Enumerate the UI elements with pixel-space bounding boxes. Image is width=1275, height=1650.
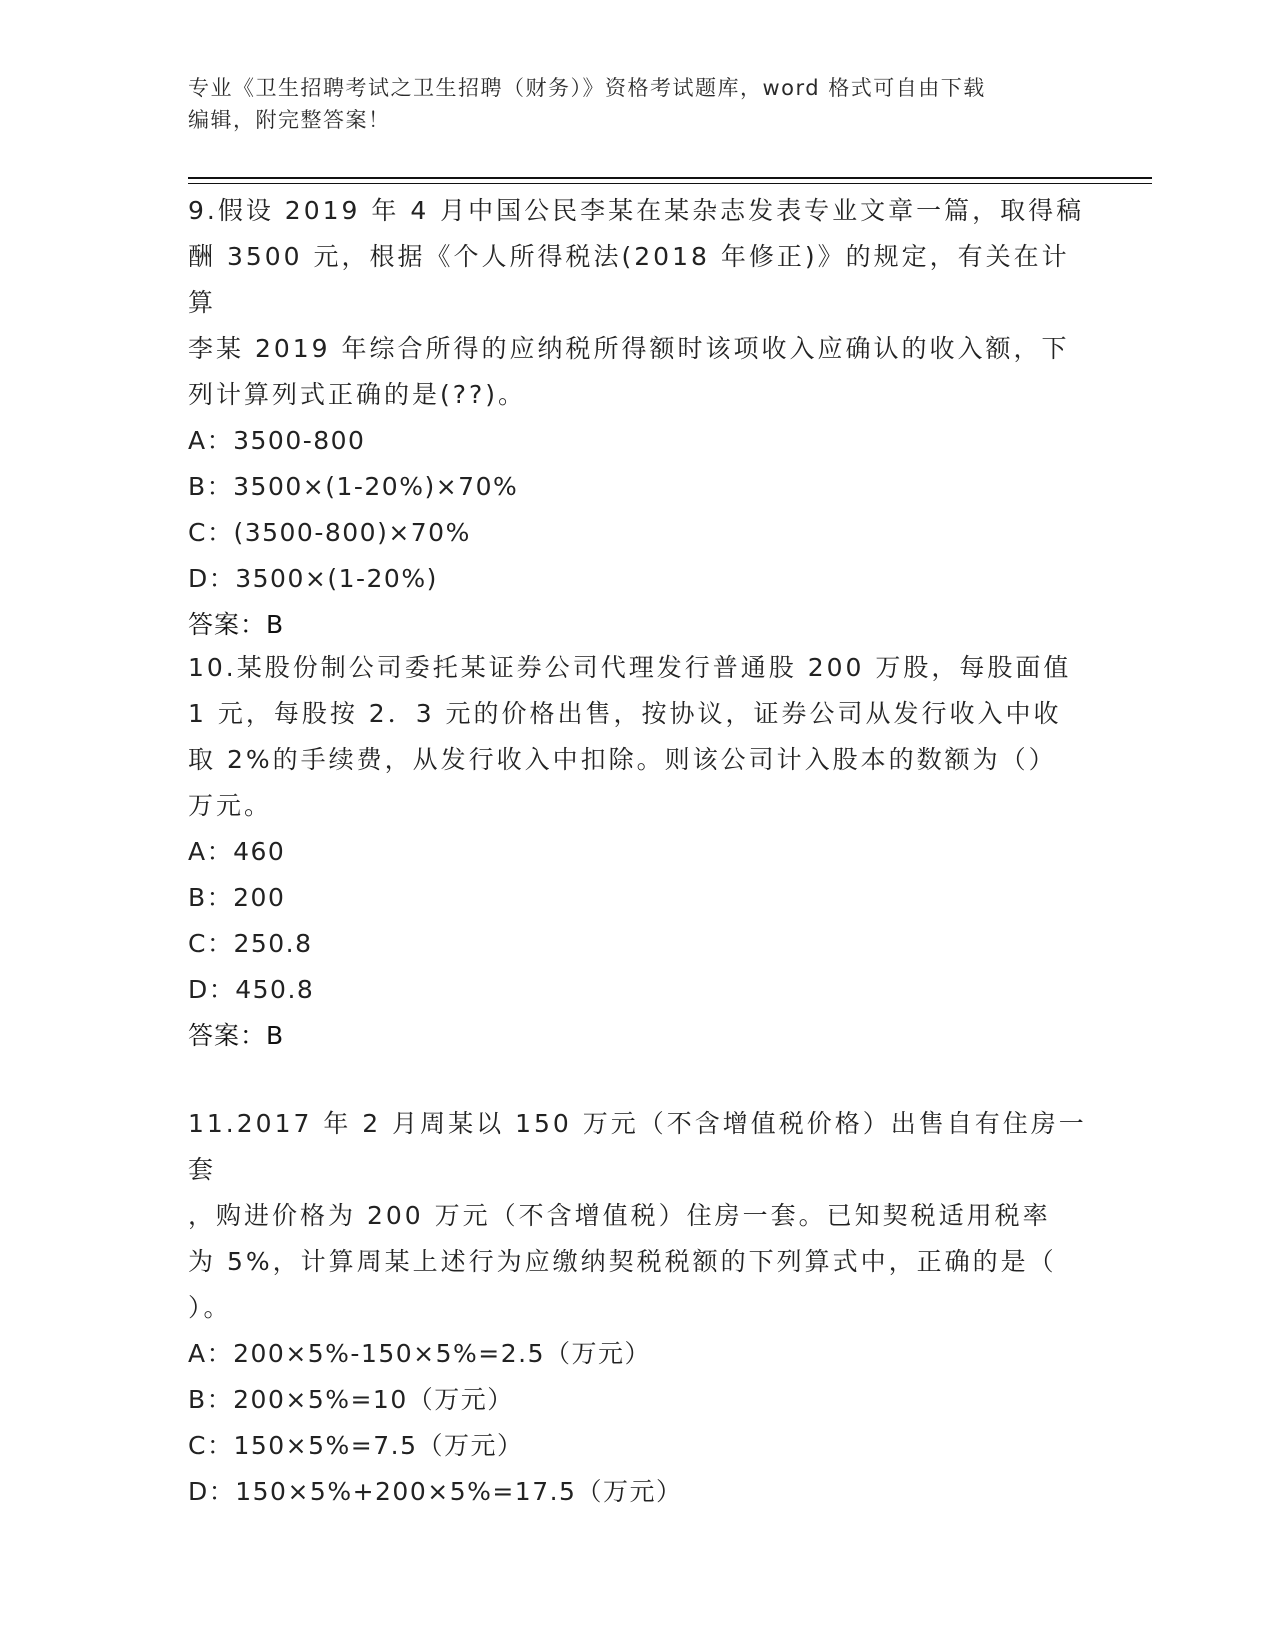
option-b: B：200 [188,883,286,912]
question-9 [188,188,1088,648]
stem-line: 酬 3500 元，根据《个人所得税法(2018 年修正)》的规定，有关在计算 [188,242,1070,317]
answer: 答案：B [188,1021,285,1050]
header-rule-thin [188,183,1152,184]
question-stem [188,188,1088,418]
stem-line: 万元。 [188,791,273,820]
stem-line: 9.假设 2019 年 4 月中国公民李某在某杂志发表专业文章一篇，取得稿 [188,196,1085,225]
option-a: A：200×5%-150×5%=2.5（万元） [188,1339,651,1368]
question-11 [188,1101,1088,1515]
header-line-1: 专业《卫生招聘考试之卫生招聘（财务）》资格考试题库，word 格式可自由下载 [188,76,986,100]
stem-line: 取 2%的手续费，从发行收入中扣除。则该公司计入股本的数额为（） [188,745,1057,774]
header-rule-thick [188,177,1152,179]
question-stem [188,645,1088,829]
option-c: C：250.8 [188,929,313,958]
question-stem [188,1101,1088,1331]
option-d: D：450.8 [188,975,315,1004]
stem-line: 李某 2019 年综合所得的应纳税所得额时该项收入应确认的收入额，下 [188,334,1070,363]
stem-line: 11.2017 年 2 月周某以 150 万元（不含增值税价格）出售自有住房一套 [188,1109,1087,1184]
option-a: A：3500-800 [188,426,366,455]
stem-line: 列计算列式正确的是(??)。 [188,380,527,409]
option-b: B：200×5%=10（万元） [188,1385,514,1414]
option-c: C：150×5%=7.5（万元） [188,1431,524,1460]
question-10 [188,645,1088,1059]
stem-line: 为 5%，计算周某上述行为应缴纳契税税额的下列算式中，正确的是（ [188,1247,1057,1276]
stem-line: ）。 [188,1293,232,1322]
document-header [188,72,1088,136]
option-d: D：3500×(1-20%) [188,564,438,593]
stem-line: 1 元，每股按 2．3 元的价格出售，按协议，证券公司从发行收入中收 [188,699,1062,728]
option-c: C：(3500-800)×70% [188,518,471,547]
stem-line: ，购进价格为 200 万元（不含增值税）住房一套。已知契税适用税率 [188,1201,1051,1230]
option-a: A：460 [188,837,286,866]
option-d: D：150×5%+200×5%=17.5（万元） [188,1477,683,1506]
stem-line: 10.某股份制公司委托某证券公司代理发行普通股 200 万股，每股面值 [188,653,1072,682]
answer: 答案：B [188,610,285,639]
option-b: B：3500×(1-20%)×70% [188,472,519,501]
header-line-2: 编辑，附完整答案！ [188,108,391,132]
